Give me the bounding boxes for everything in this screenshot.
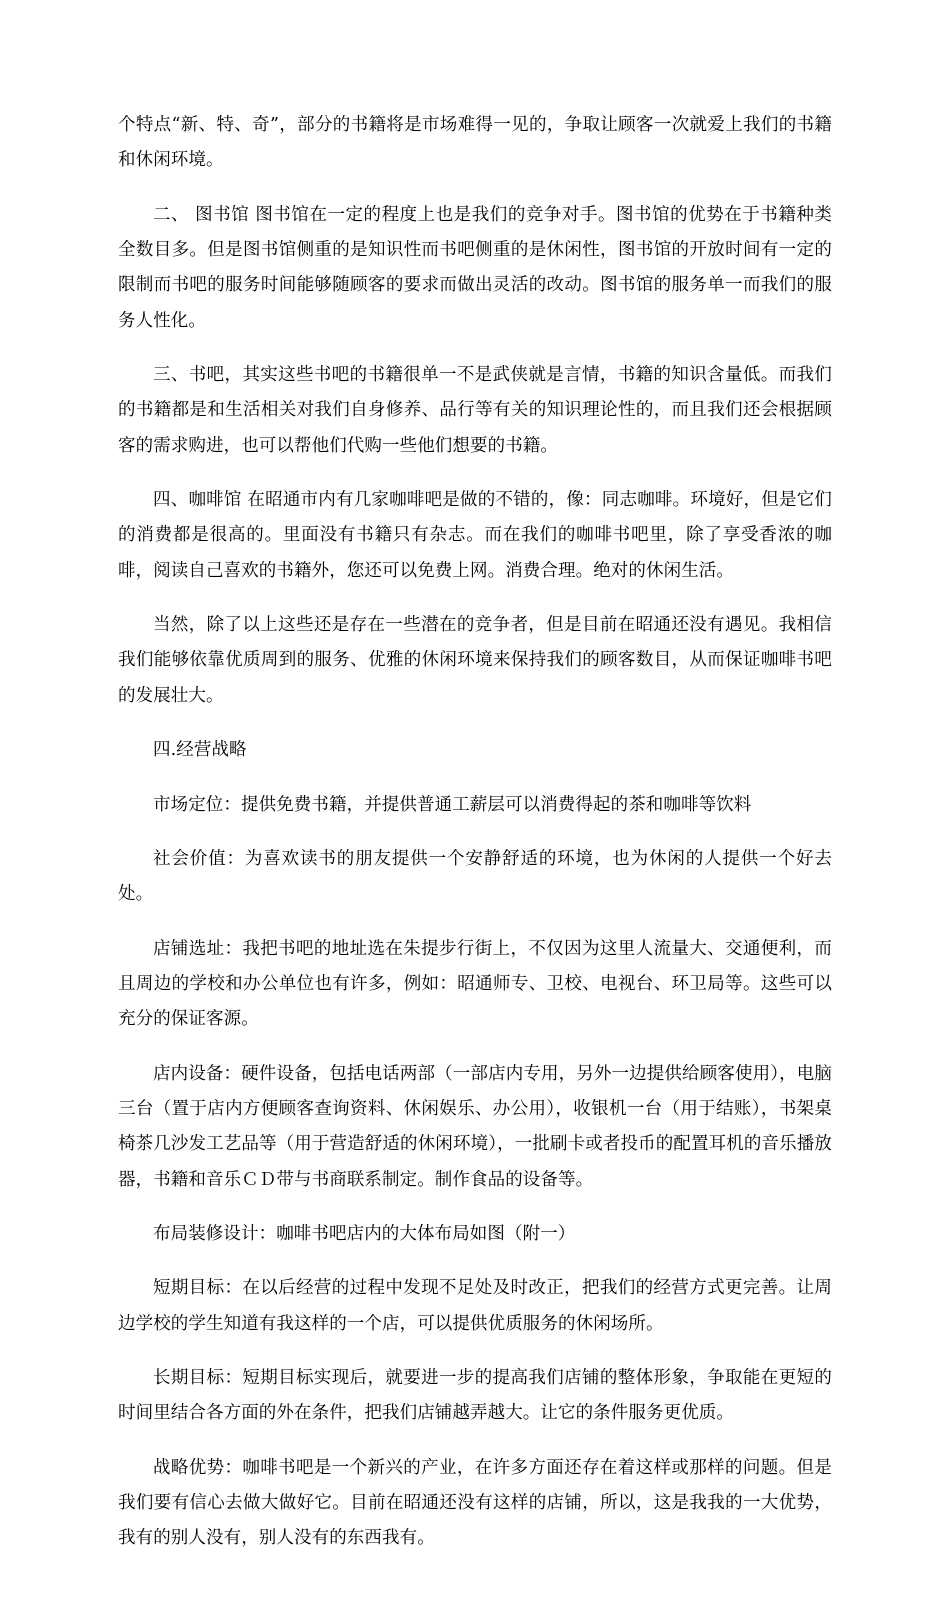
body-paragraph: 二、 图书馆 图书馆在一定的程度上也是我们的竞争对手。图书馆的优势在于书籍种类全数目多。但是图书馆侧重的是知识性而书吧侧重的是休闲性，图书馆的开放时间有一定的限制而书吧的服务时间能够随顾客的要求而做出灵活的改动。图书馆的服务单一而我们的服务人性化。 xyxy=(118,204,832,331)
body-paragraph: 店内设备：硬件设备，包括电话两部（一部店内专用，另外一边提供给顾客使用），电脑三台（置于店内方便顾客查询资料、休闲娱乐、办公用），收银机一台（用于结账），书架桌椅茶几沙发工艺品等（用于营造舒适的休闲环境），一批刷卡或者投币的配置耳机的音乐播放器，书籍和音乐ＣＤ带与书商联系制定。制作食品的设备等。 xyxy=(118,1063,832,1190)
body-paragraph: 店铺选址：我把书吧的地址选在朱提步行街上，不仅因为这里人流量大、交通便利，而且周边的学校和办公单位也有许多，例如：昭通师专、卫校、电视台、环卫局等。这些可以充分的保证客源。 xyxy=(118,938,832,1030)
body-paragraph: 当然，除了以上这些还是存在一些潜在的竞争者，但是目前在昭通还没有遇见。我相信我们能够依靠优质周到的服务、优雅的休闲环境来保持我们的顾客数目，从而保证咖啡书吧的发展壮大。 xyxy=(118,615,832,706)
body-paragraph: 短期目标：在以后经营的过程中发现不足处及时改正，把我们的经营方式更完善。让周边学校的学生知道有我这样的一个店，可以提供优质服务的休闲场所。 xyxy=(118,1278,832,1334)
body-paragraph: 市场定位：提供免费书籍，并提供普通工薪层可以消费得起的茶和咖啡等饮料 xyxy=(153,794,752,815)
body-paragraph: 三、书吧，其实这些书吧的书籍很单一不是武侠就是言情，书籍的知识含量低。而我们的书籍都是和生活相关对我们自身修养、品行等有关的知识理论性的，而且我们还会根据顾客的需求购进，也可以帮他们代购一些他们想要的书籍。 xyxy=(118,365,832,456)
body-paragraph: 布局装修设计：咖啡书吧店内的大体布局如图（附一） xyxy=(153,1223,576,1244)
body-paragraph: 个特点“新、特、奇”，部分的书籍将是市场难得一见的，争取让顾客一次就爱上我们的书籍和休闲环境。 xyxy=(118,115,832,171)
document-body xyxy=(118,108,832,1557)
section-heading: 四.经营战略 xyxy=(153,740,247,761)
body-paragraph: 四、咖啡馆 在昭通市内有几家咖啡吧是做的不错的，像：同志咖啡。环境好，但是它们的消费都是很高的。里面没有书籍只有杂志。而在我们的咖啡书吧里，除了享受香浓的咖啡，阅读自己喜欢的书籍外，您还可以免费上网。消费合理。绝对的休闲生活。 xyxy=(118,490,832,581)
body-paragraph: 战略优势：咖啡书吧是一个新兴的产业，在许多方面还存在着这样或那样的问题。但是我们要有信心去做大做好它。目前在昭通还没有这样的店铺，所以，这是我我的一大优势，我有的别人没有，别人没有的东西我有。 xyxy=(118,1457,832,1549)
body-paragraph: 社会价值：为喜欢读书的朋友提供一个安静舒适的环境，也为休闲的人提供一个好去处。 xyxy=(118,848,832,905)
body-paragraph: 长期目标：短期目标实现后，就要进一步的提高我们店铺的整体形象，争取能在更短的时间里结合各方面的外在条件，把我们店铺越弄越大。让它的条件服务更优质。 xyxy=(118,1367,832,1424)
